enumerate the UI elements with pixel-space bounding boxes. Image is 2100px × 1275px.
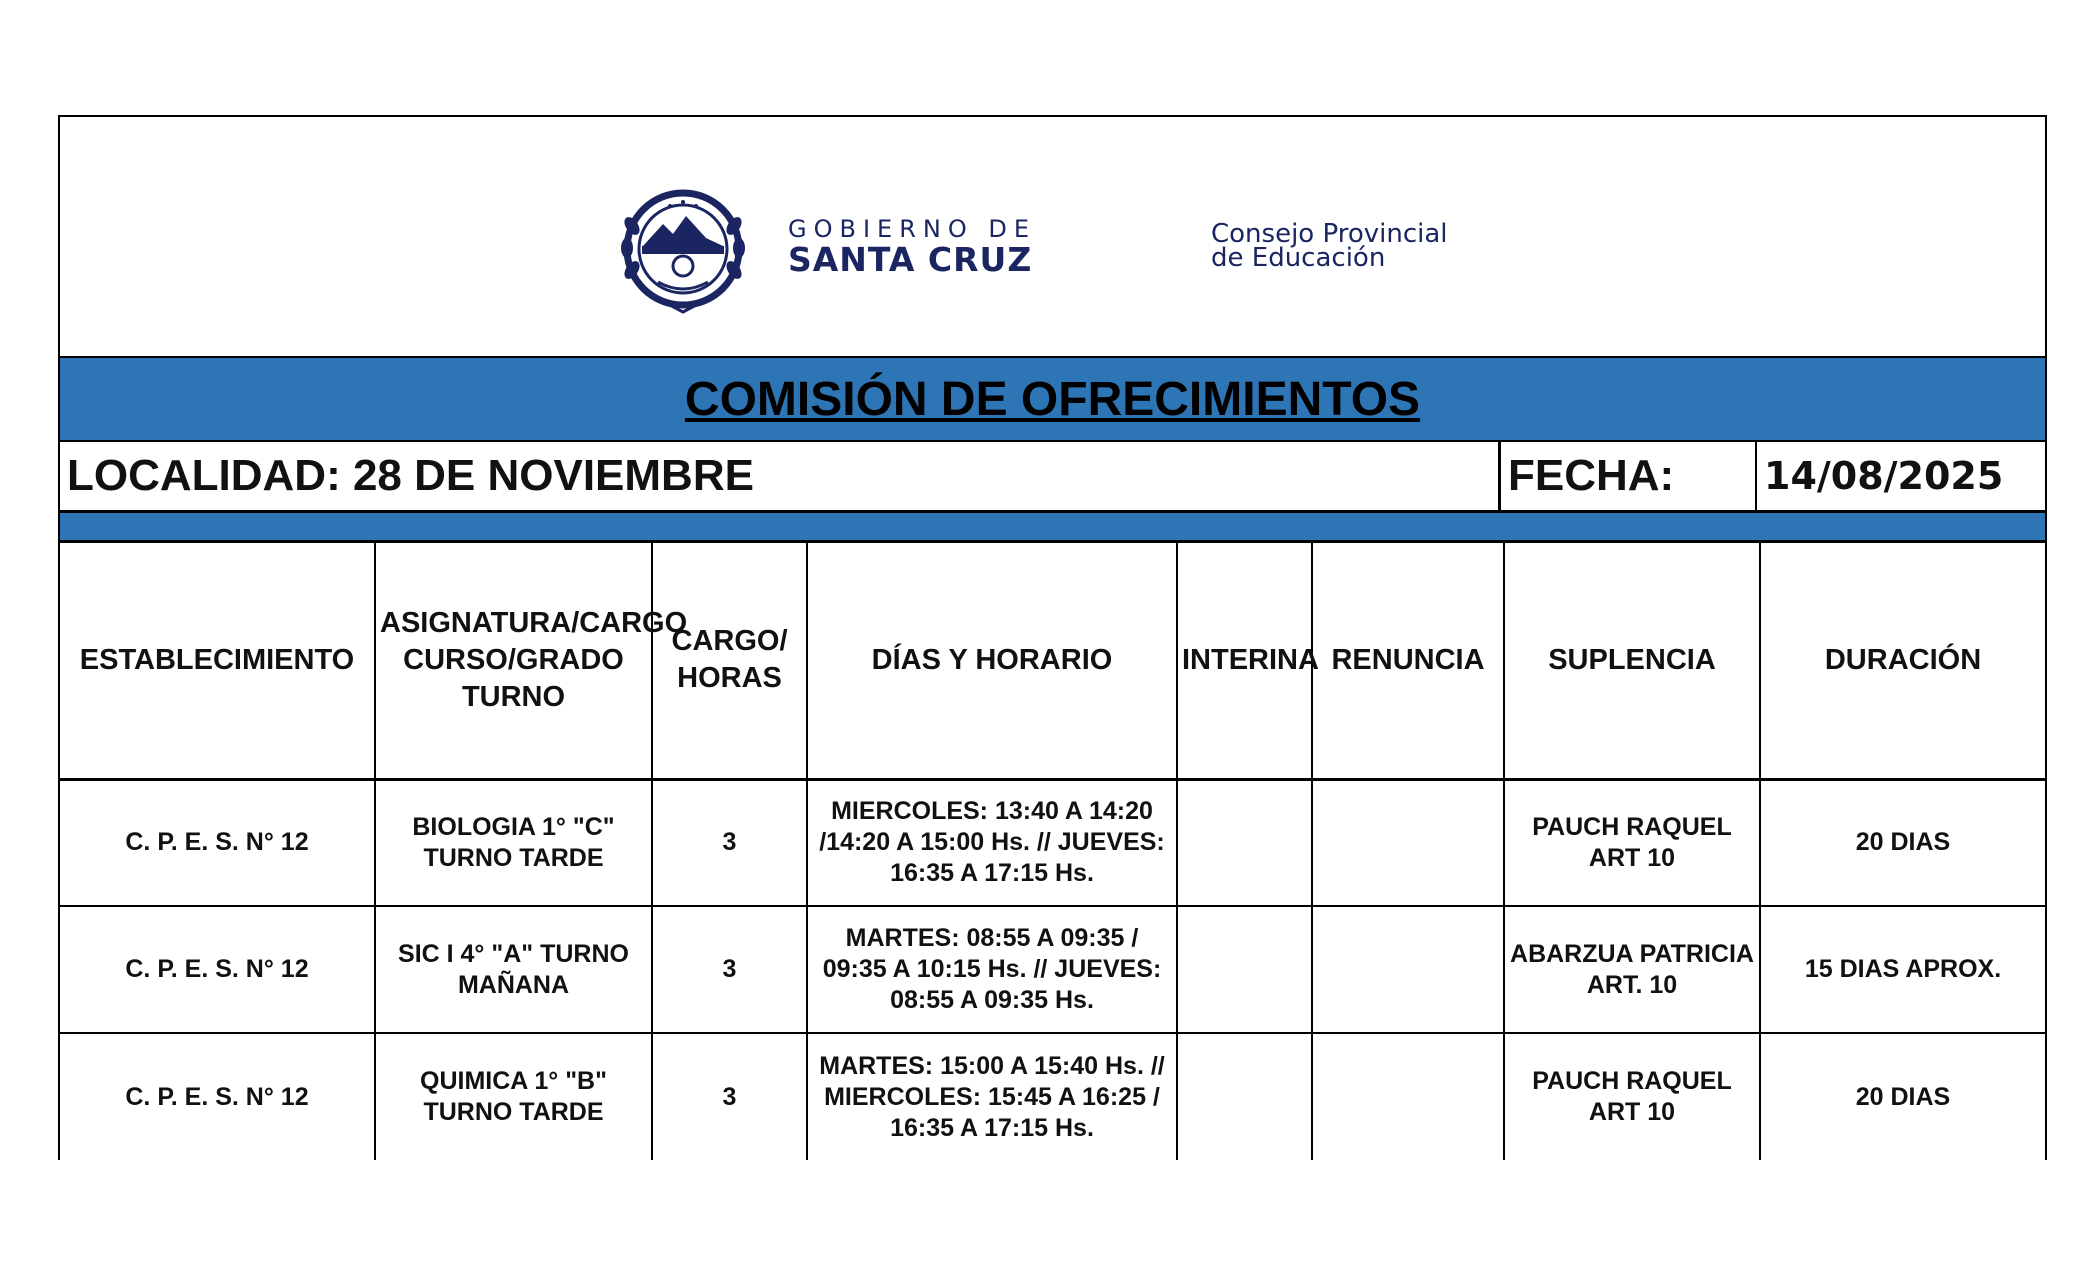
col-horario: DÍAS Y HORARIO	[807, 543, 1177, 779]
header-area	[60, 117, 2045, 358]
col-asignatura: ASIGNATURA/CARGO CURSO/GRADO TURNO	[375, 543, 652, 779]
col-establecimiento: ESTABLECIMIENTO	[60, 543, 375, 779]
cell-suplencia: PAUCH RAQUEL ART 10	[1504, 779, 1760, 906]
info-row	[60, 440, 2045, 513]
logo-group	[618, 186, 1518, 316]
cell-suplencia: ABARZUA PATRICIA ART. 10	[1504, 906, 1760, 1033]
cell-interina	[1177, 779, 1312, 906]
cell-duracion: 20 DIAS	[1760, 779, 2045, 906]
cell-horas: 3	[652, 1033, 807, 1160]
cell-horario: MARTES: 15:00 A 15:40 Hs. // MIERCOLES: 15:45 A 16:25 / 16:35 A 17:15 Hs.	[807, 1033, 1177, 1160]
cell-renuncia	[1312, 1033, 1504, 1160]
council-line1: Consejo Provincial	[1211, 219, 1448, 249]
offers-table	[60, 543, 2045, 1160]
cell-suplencia: PAUCH RAQUEL ART 10	[1504, 1033, 1760, 1160]
province-seal-icon	[618, 186, 748, 316]
cell-duracion: 15 DIAS APROX.	[1760, 906, 2045, 1033]
cell-asignatura: QUIMICA 1° "B" TURNO TARDE	[375, 1033, 652, 1160]
table-row	[60, 779, 2045, 906]
title-band	[60, 358, 2045, 440]
page-title: COMISIÓN DE OFRECIMIENTOS	[684, 372, 1421, 426]
date-value: 14/08/2025	[1764, 454, 2004, 498]
date-label: FECHA:	[1501, 442, 1757, 510]
col-renuncia: RENUNCIA	[1312, 543, 1504, 779]
cell-renuncia	[1312, 779, 1504, 906]
cell-establecimiento: C. P. E. S. N° 12	[60, 779, 375, 906]
spacer-band	[60, 513, 2045, 543]
cell-horario: MARTES: 08:55 A 09:35 / 09:35 A 10:15 Hs. // JUEVES: 08:55 A 09:35 Hs.	[807, 906, 1177, 1033]
header-row	[60, 543, 2045, 779]
cell-asignatura: SIC I 4° "A" TURNO MAÑANA	[375, 906, 652, 1033]
cell-asignatura: BIOLOGIA 1° "C" TURNO TARDE	[375, 779, 652, 906]
locality-label: LOCALIDAD: 28 DE NOVIEMBRE	[60, 442, 1501, 510]
cell-establecimiento: C. P. E. S. N° 12	[60, 906, 375, 1033]
council-line2: de Educación	[1211, 243, 1386, 273]
gov-line2: SANTA CRUZ	[788, 240, 1033, 279]
col-interina: INTERINA	[1177, 543, 1312, 779]
cell-duracion: 20 DIAS	[1855, 1082, 1951, 1111]
cell-establecimiento: C. P. E. S. N° 12	[60, 1033, 375, 1160]
table-row	[60, 1033, 2045, 1160]
cell-horas: 3	[652, 779, 807, 906]
cell-interina	[1177, 1033, 1312, 1160]
cell-horario: MIERCOLES: 13:40 A 14:20 /14:20 A 15:00 Hs. // JUEVES: 16:35 A 17:15 Hs.	[807, 779, 1177, 906]
col-duracion: DURACIÓN	[1760, 543, 2045, 779]
col-suplencia: SUPLENCIA	[1504, 543, 1760, 779]
col-horas: CARGO/ HORAS	[652, 543, 807, 779]
gov-line1: GOBIERNO DE	[788, 215, 1036, 243]
cell-horas: 3	[652, 906, 807, 1033]
offer-sheet	[58, 115, 2047, 1160]
cell-renuncia	[1312, 906, 1504, 1033]
cell-interina	[1177, 906, 1312, 1033]
government-wordmark	[788, 216, 1036, 278]
council-wordmark	[1211, 219, 1448, 273]
table-row	[60, 906, 2045, 1033]
